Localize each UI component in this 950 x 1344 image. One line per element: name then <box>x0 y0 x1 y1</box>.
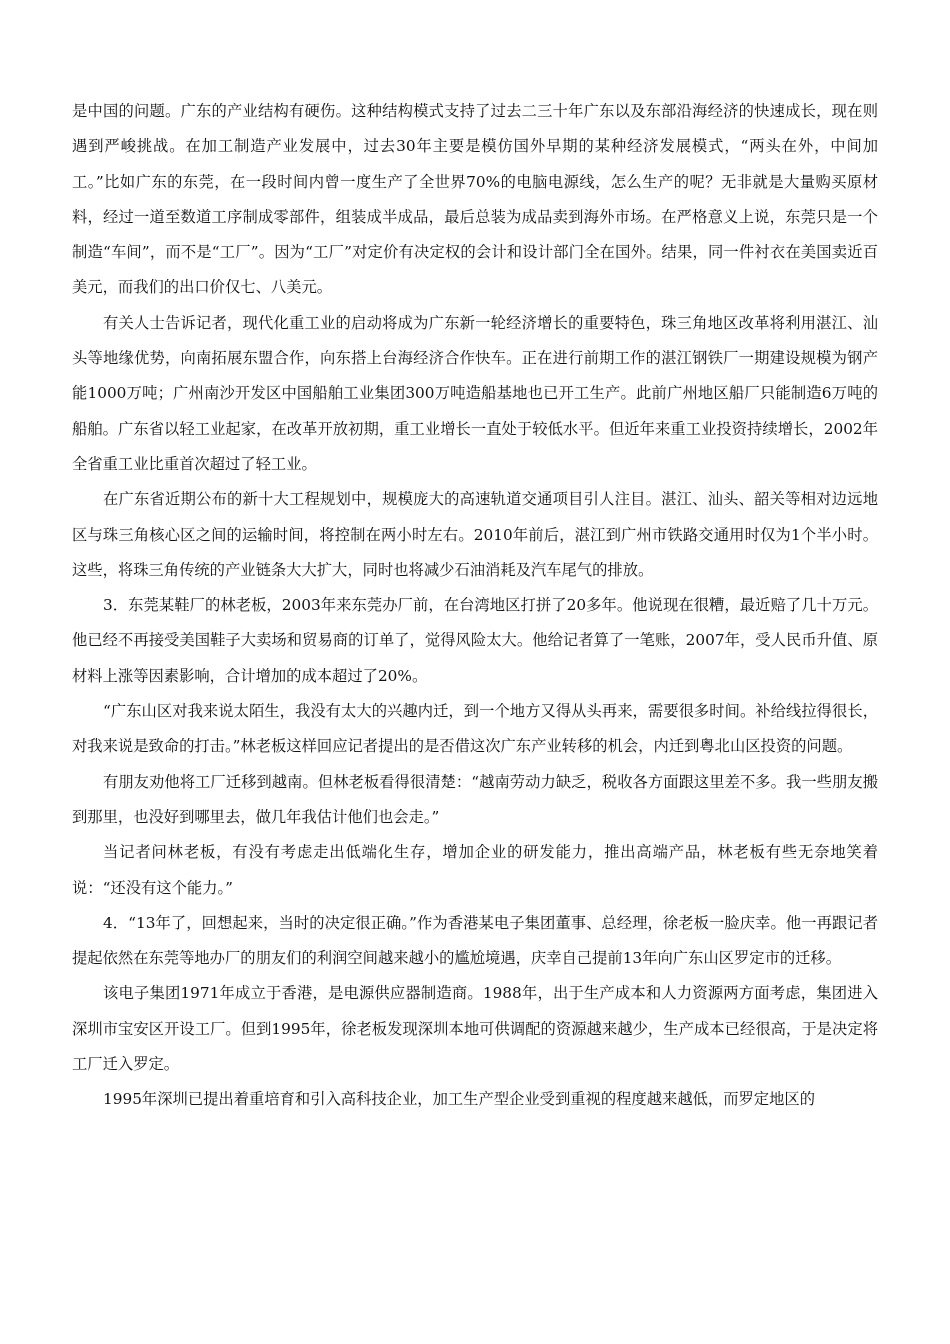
paragraph-electronics-group: 该电子集团1971年成立于香港，是电源供应器制造商。1988年，出于生产成本和人力资源两方面考虑，集团进入深圳市宝安区开设工厂。但到1995年，徐老板发现深圳本地可供调配的资源越来越少，生产成本已经很高，于是决定将工厂迁入罗定。 <box>72 984 878 1074</box>
paragraph-case-3: 3．东莞某鞋厂的林老板，2003年来东莞办厂前，在台湾地区打拼了20多年。他说现在很糟，最近赔了几十万元。他已经不再接受美国鞋子大卖场和贸易商的订单了，觉得风险太大。他给记者算了一笔账，2007年，受人民币升值、原材料上涨等因素影响，合计增加的成本超过了20%。 <box>72 596 878 685</box>
paragraph-rd-capability: 当记者问林老板，有没有考虑走出低端化生存，增加企业的研发能力，推出高端产品，林老板有些无奈地笑着说：“还没有这个能力。” <box>72 843 878 897</box>
paragraph-rail-transport: 在广东省近期公布的新十大工程规划中，规模庞大的高速轨道交通项目引人注目。湛江、汕头、韶关等相对边远地区与珠三角核心区之间的运输时间，将控制在两小时左右。2010年前后，湛江到广州市铁路交通用时仅为1个半小时。这些，将珠三角传统的产业链条大大扩大，同时也将减少石油消耗及汽车尾气的排放。 <box>72 490 878 579</box>
document-page <box>72 94 878 1118</box>
paragraph-continuation: 是中国的问题。广东的产业结构有硬伤。这种结构模式支持了过去二三十年广东以及东部沿海经济的快速成长，现在则遇到严峻挑战。在加工制造产业发展中，过去30年主要是模仿国外早期的某种经济发展模式，“两头在外，中间加工。”比如广东的东莞，在一段时间内曾一度生产了全世界70%的电脑电源线，怎么生产的呢？无非就是大量购买原材料，经过一道至数道工序制成零部件，组装成半成品，最后总装为成品卖到海外市场。在严格意义上说，东莞只是一个制造“车间”，而不是“工厂”。因为“工厂”对定价有决定权的会计和设计部门全在国外。结果，同一件衬衣在美国卖近百美元，而我们的出口价仅七、八美元。 <box>72 102 878 297</box>
paragraph-case-4: 4．“13年了，回想起来，当时的决定很正确。”作为香港某电子集团董事、总经理，徐老板一脸庆幸。他一再跟记者提起依然在东莞等地办厂的朋友们的利润空间越来越小的尴尬境遇，庆幸自己提前13年向广东山区罗定市的迁移。 <box>72 913 878 968</box>
paragraph-quote-lin: “广东山区对我来说太陌生，我没有太大的兴趣内迁，到一个地方又得从头再来，需要很多时间。补给线拉得很长，对我来说是致命的打击。”林老板这样回应记者提出的是否借这次广东产业转移的机会，内迁到粤北山区投资的问题。 <box>72 702 878 756</box>
paragraph-shenzhen-1995: 1995年深圳已提出着重培育和引入高科技企业，加工生产型企业受到重视的程度越来越低，而罗定地区的 <box>103 1090 815 1109</box>
paragraph-heavy-industry: 有关人士告诉记者，现代化重工业的启动将成为广东新一轮经济增长的重要特色，珠三角地区改革将利用湛江、汕头等地缘优势，向南拓展东盟合作，向东搭上台海经济合作快车。正在进行前期工作的湛江钢铁厂一期建设规模为钢产能1000万吨；广州南沙开发区中国船舶工业集团300万吨造船基地也已开工生产。此前广州地区船厂只能制造6万吨的船舶。广东省以轻工业起家，在改革开放初期，重工业增长一直处于较低水平。但近年来重工业投资持续增长，2002年全省重工业比重首次超过了轻工业。 <box>72 313 878 473</box>
paragraph-vietnam: 有朋友劝他将工厂迁移到越南。但林老板看得很清楚：“越南劳动力缺乏，税收各方面跟这里差不多。我一些朋友搬到那里，也没好到哪里去，做几年我估计他们也会走。” <box>72 772 878 826</box>
